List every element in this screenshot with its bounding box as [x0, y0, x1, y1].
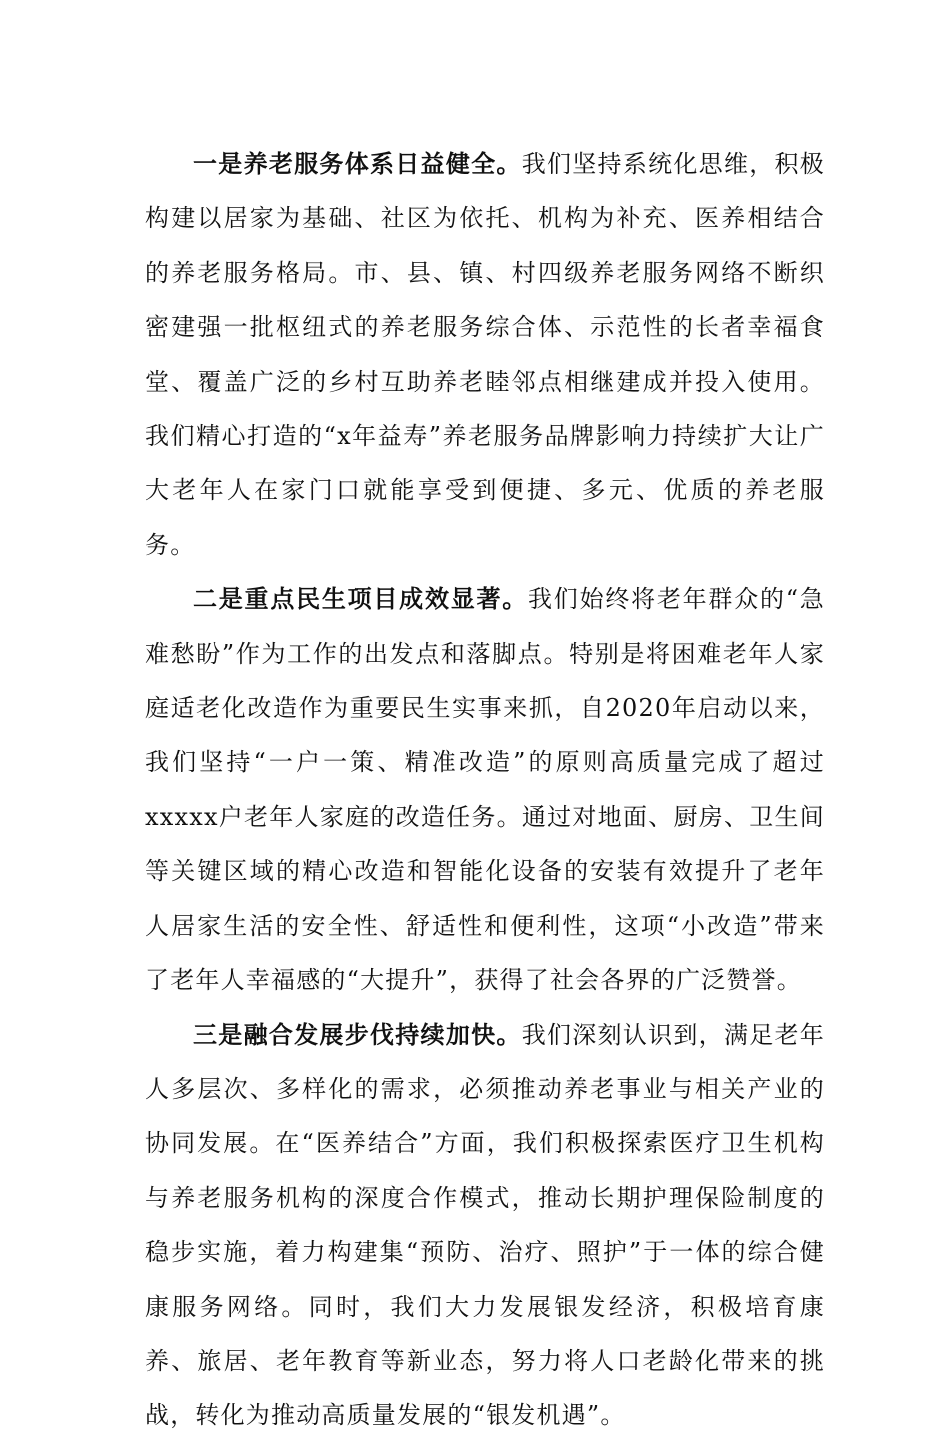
paragraph-text: 我们深刻认识到，满足老年人多层次、多样化的需求，必须推动养老事业与相关产业的协同发展。在“医养结合”方面，我们积极探索医疗卫生机构与养老服务机构的深度合作模式，推动长期护理保险制度的稳步实施，着力构建集“预防、治疗、照护”于一体的综合健康服务网络。同时，我们大力发展银发经济，积极培育康养、旅居、老年教育等新业态，努力将人口老龄化带来的挑战，转化为推动高质量发展的“银发机遇”。 [145, 1020, 825, 1430]
paragraph-heading: 三是融合发展步伐持续加快。 [193, 1019, 522, 1049]
paragraph-elderly-service-system [145, 137, 825, 572]
paragraph-livelihood-projects [145, 572, 825, 1007]
paragraph-heading: 二是重点民生项目成效显著。 [193, 584, 529, 614]
paragraph-text: 我们始终将老年群众的“急难愁盼”作为工作的出发点和落脚点。特别是将困难老年人家庭适老化改造作为重要民生实事来抓，自2020年启动以来，我们坚持“一户一策、精准改造”的原则高质量完成了超过xxxxx户老年人家庭的改造任务。通过对地面、厨房、卫生间等关键区域的精心改造和智能化设备的安装有效提升了老年人居家生活的安全性、舒适性和便利性，这项“小改造”带来了老年人幸福感的“大提升”，获得了社会各界的广泛赞誉。 [145, 585, 825, 995]
paragraph-text: 我们坚持系统化思维，积极构建以居家为基础、社区为依托、机构为补充、医养相结合的养老服务格局。市、县、镇、村四级养老服务网络不断织密建强一批枢纽式的养老服务综合体、示范性的长者幸福食堂、覆盖广泛的乡村互助养老睦邻点相继建成并投入使用。我们精心打造的“x年益寿”养老服务品牌影响力持续扩大让广大老年人在家门口就能享受到便捷、多元、优质的养老服务。 [145, 150, 825, 559]
paragraph-integrated-development [145, 1008, 825, 1443]
document-body [145, 137, 825, 1443]
paragraph-heading: 一是养老服务体系日益健全。 [193, 149, 522, 178]
